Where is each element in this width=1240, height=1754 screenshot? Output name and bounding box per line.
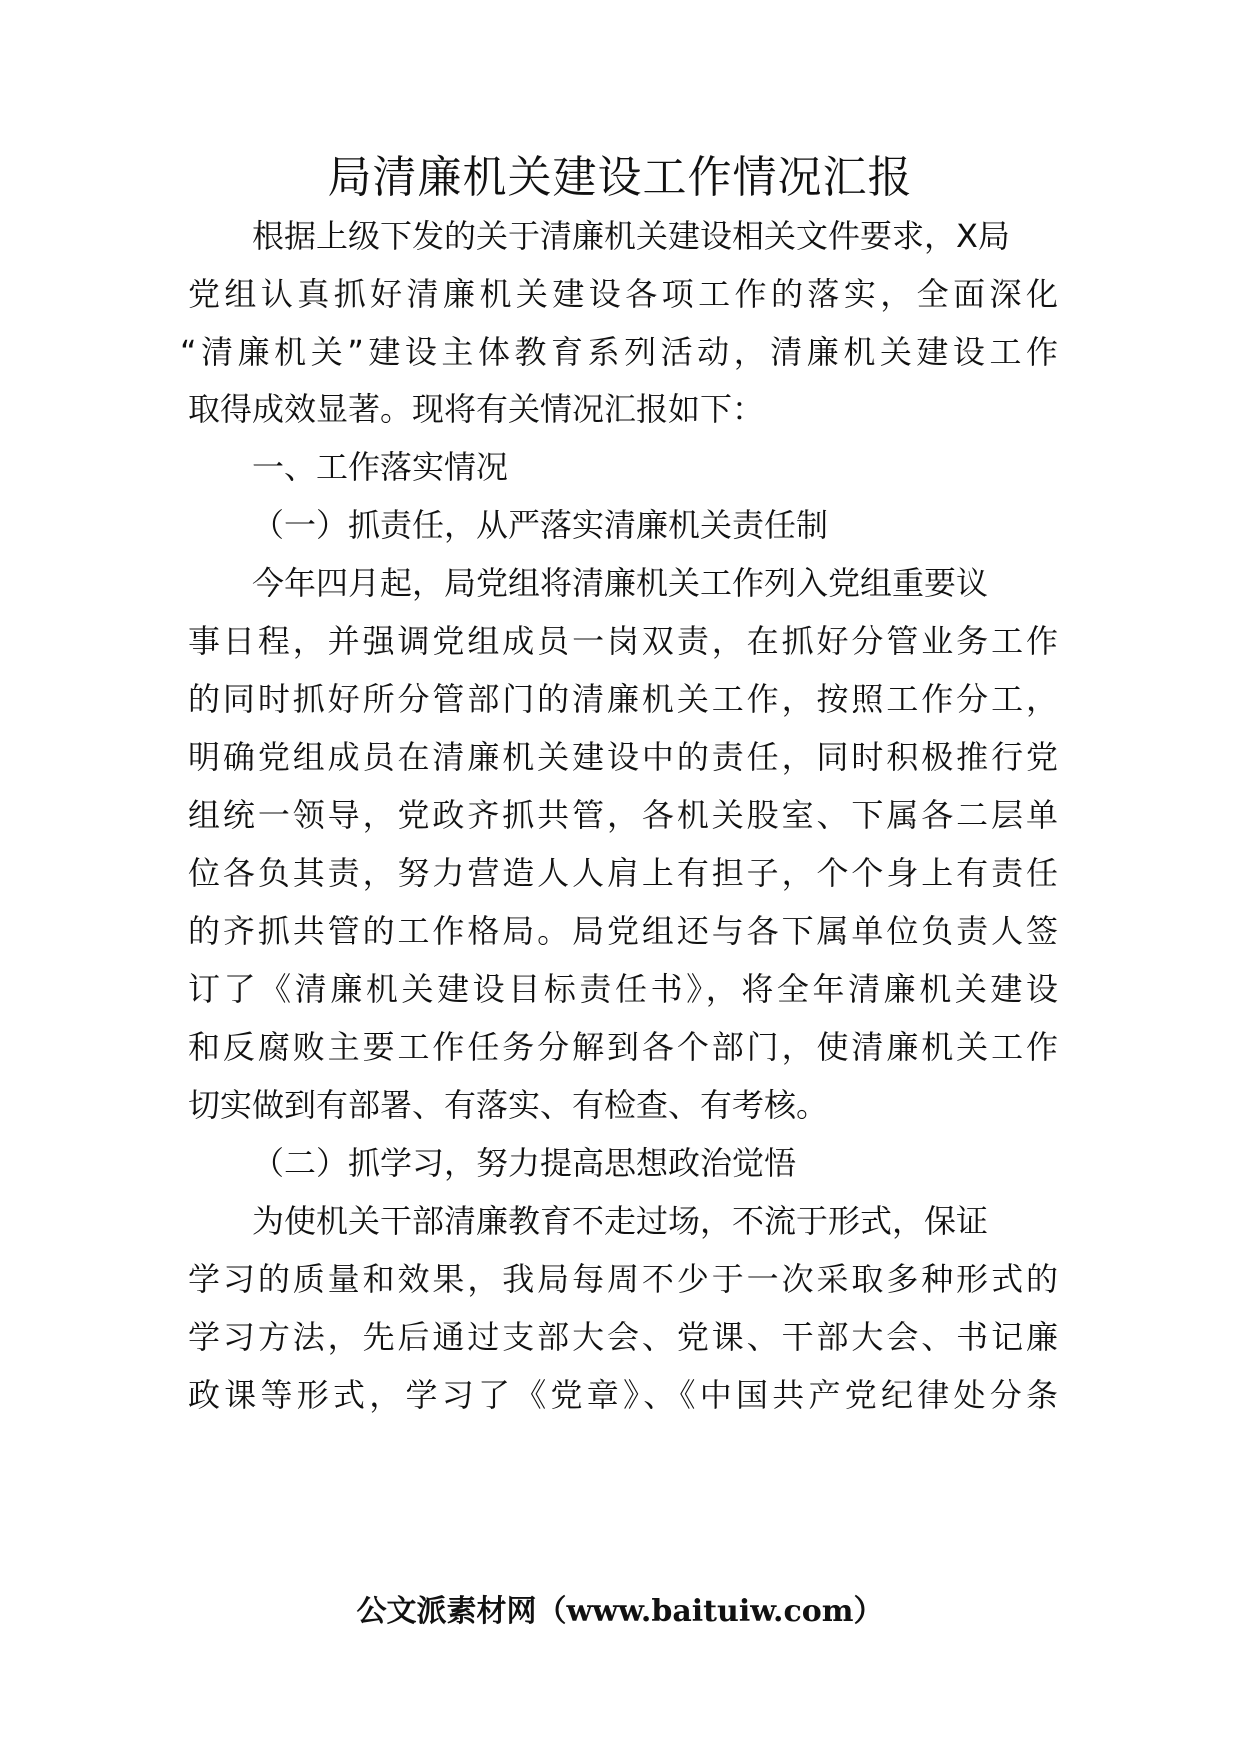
paragraph-line: 事日程，并强调党组成员一岗双责，在抓好分管业务工作	[188, 622, 1058, 660]
paragraph-line: 根据上级下发的关于清廉机关建设相关文件要求，X局	[252, 217, 1010, 255]
paragraph-line: 学习方法，先后通过支部大会、党课、干部大会、书记廉	[188, 1318, 1058, 1356]
footer-watermark: 公文派素材网（www.baituiw.com）	[356, 1594, 884, 1629]
paragraph-line: 切实做到有部署、有落实、有检查、有考核。	[188, 1086, 829, 1124]
document-title: 局清廉机关建设工作情况汇报	[327, 152, 913, 203]
subsection-heading: （二）抓学习，努力提高思想政治觉悟	[252, 1144, 797, 1182]
paragraph-line: 组统一领导，党政齐抓共管，各机关股室、下属各二层单	[188, 796, 1058, 834]
section-heading: 一、工作落实情况	[252, 448, 509, 486]
paragraph-line: 今年四月起，局党组将清廉机关工作列入党组重要议	[252, 564, 989, 602]
paragraph-line: 明确党组成员在清廉机关建设中的责任，同时积极推行党	[188, 738, 1058, 776]
paragraph-line: 的齐抓共管的工作格局。局党组还与各下属单位负责人签	[188, 912, 1058, 950]
paragraph-line: 位各负其责，努力营造人人肩上有担子，个个身上有责任	[188, 854, 1058, 892]
paragraph-line: 政课等形式，学习了《党章》、《中国共产党纪律处分条	[188, 1376, 1058, 1414]
paragraph-line: 订了《清廉机关建设目标责任书》，将全年清廉机关建设	[188, 970, 1058, 1008]
paragraph-line: 党组认真抓好清廉机关建设各项工作的落实，全面深化	[188, 275, 1058, 313]
subsection-heading: （一）抓责任，从严落实清廉机关责任制	[252, 506, 829, 544]
paragraph-line: 和反腐败主要工作任务分解到各个部门，使清廉机关工作	[188, 1028, 1058, 1066]
paragraph-line: “清廉机关”建设主体教育系列活动，清廉机关建设工作	[180, 333, 1058, 371]
paragraph-line: 取得成效显著。现将有关情况汇报如下：	[188, 390, 765, 428]
paragraph-line: 学习的质量和效果，我局每周不少于一次采取多种形式的	[188, 1260, 1058, 1298]
paragraph-line: 为使机关干部清廉教育不走过场，不流于形式，保证	[252, 1202, 989, 1240]
paragraph-line: 的同时抓好所分管部门的清廉机关工作，按照工作分工，	[188, 680, 1058, 718]
